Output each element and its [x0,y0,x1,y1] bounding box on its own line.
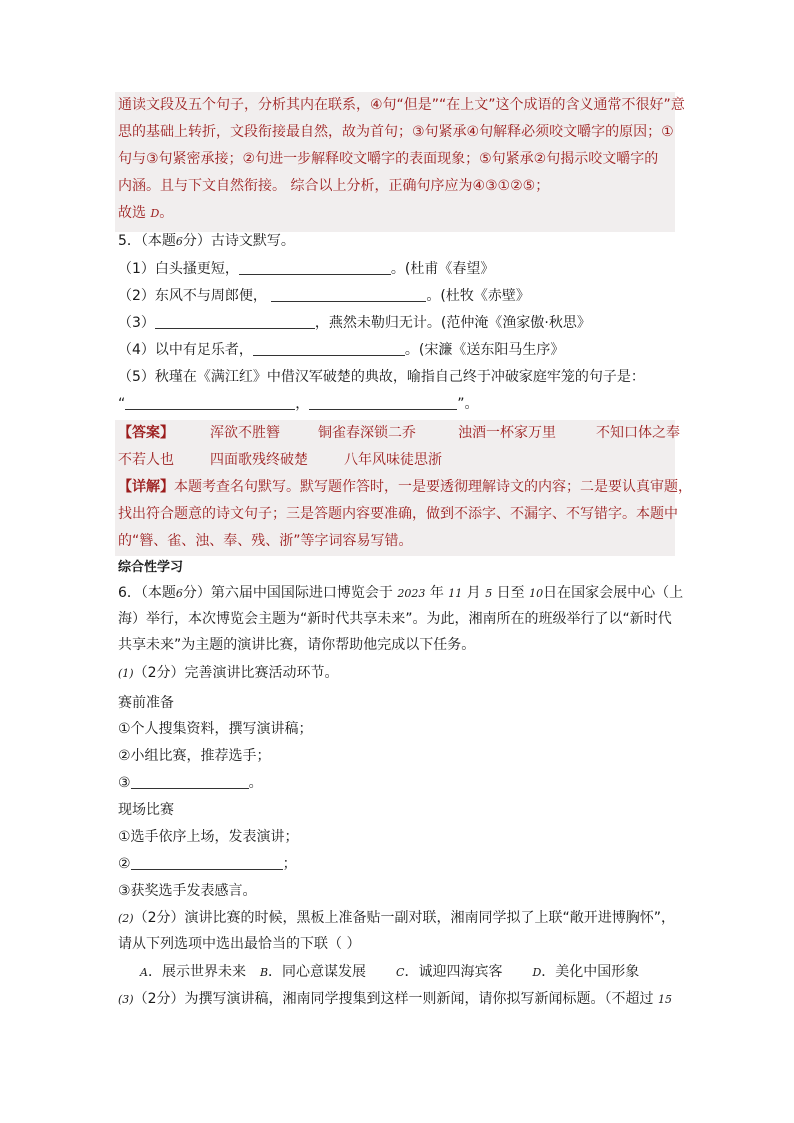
answer-blank[interactable] [155,312,315,329]
prep-step-2: ②小组比赛，推荐选手； [118,748,271,764]
option-b[interactable]: B．同心意谋发展 [259,964,367,980]
option-d[interactable]: D．美化中国形象 [532,964,640,980]
q6-sub2-cont: 请从下列选项中选出最恰当的下联（ ） [118,936,361,952]
section-title: 综合性学习 [118,560,184,575]
q5-detail-line: 找出符合题意的诗文句子；三是答题内容要准确，做到不添字、不漏字、不写错字。本题中 [118,506,678,522]
answer-blank[interactable] [131,853,283,870]
q5-answers-row2: 不若人也 四面歌残终破楚 八年风味徒思浙 [118,452,442,468]
q6-sub1: (1)（2分）完善演讲比赛活动环节。 [118,665,339,681]
live-step-1: ①选手依序上场，发表演讲； [118,829,299,845]
q5-item-2: （2）东风不与周郎便， 。(杜牧《赤壁》 [118,283,678,309]
answer-blank[interactable] [271,285,426,302]
analysis-line: 通读文段及五个句子，分析其内在联系，④句“但是”“在上文”这个成语的含义通常不很好”意 [118,97,685,113]
prep-title: 赛前准备 [118,695,174,711]
q5-answers-row1: 【答案】 浑欲不胜簪 铜雀春深锁二乔 浊酒一杯家万里 不知口体之奉 [118,425,680,441]
q6-line: 共享未来”为主题的演讲比赛，请你帮助他完成以下任务。 [118,637,476,653]
option-c[interactable]: C．诚迎四海宾客 [396,964,503,980]
analysis-conclusion: 故选 D。 [118,205,174,221]
q5-item-3: （3） ，燕然未勒归无计。(范仲淹《渔家傲·秋思》 [118,310,678,336]
answer-blank[interactable] [131,772,249,789]
answer-blank[interactable] [309,393,457,410]
q5-item-5: （5）秋瑾在《满江红》中借汉军破楚的典故，喻指自己终于冲破家庭牢笼的句子是： [118,369,645,385]
q5-item-1: （1）白头搔更短， 。(杜甫《春望》 [118,256,678,282]
q5-item-5-blanks: “ ， ”。 [118,391,678,417]
analysis-line: 内涵。且与下文自然衔接。 综合以上分析，正确句序应为④③①②⑤； [118,178,550,194]
q6-line: 6．（本题6分）第六届中国国际进口博览会于 2023 年 11 月 5 日至 10日在国家会展中心（上 [118,585,684,601]
q6-options [118,959,678,986]
answer-blank[interactable] [239,258,391,275]
prep-step-1: ①个人搜集资料，撰写演讲稿； [118,721,313,737]
q5-detail-line: 【详解】本题考查名句默写。默写题作答时，一是要透彻理解诗文的内容；二是要认真审题， [118,479,692,495]
option-a[interactable]: A．展示世界未来 [140,964,246,980]
q5-header: 5．（本题6分）古诗文默写。 [118,233,295,249]
answer-blank[interactable] [253,339,405,356]
prep-step-3: ③ 。 [118,770,678,796]
q6-sub3: (3)（2分）为撰写演讲稿，湘南同学搜集到这样一则新闻，请你拟写新闻标题。（不超过 15 [118,991,672,1007]
q6-line: 海）举行，本次博览会主题为“新时代共享未来”。为此，湘南所在的班级举行了以“新时代 [118,611,672,627]
q6-sub2: (2)（2分）演讲比赛的时候，黑板上准备贴一副对联，湘南同学拟了上联“敞开进博胸怀”， [118,910,676,926]
analysis-line: 思的基础上转折，文段衔接最自然，故为首句；③句紧承④句解释必须咬文嚼字的原因；① [118,124,674,140]
analysis-line: 句与③句紧密承接；②句进一步解释咬文嚼字的表面现象；⑤句紧承②句揭示咬文嚼字的 [118,151,659,167]
live-step-3: ③获奖选手发表感言。 [118,883,257,899]
answer-blank[interactable] [125,393,295,410]
live-title: 现场比赛 [118,802,174,818]
q5-detail-line: 的“簪、雀、浊、奉、残、浙”等字词容易写错。 [118,533,413,549]
live-step-2: ② ； [118,851,678,877]
q5-item-4: （4）以中有足乐者， 。(宋濂《送东阳马生序》 [118,337,678,363]
